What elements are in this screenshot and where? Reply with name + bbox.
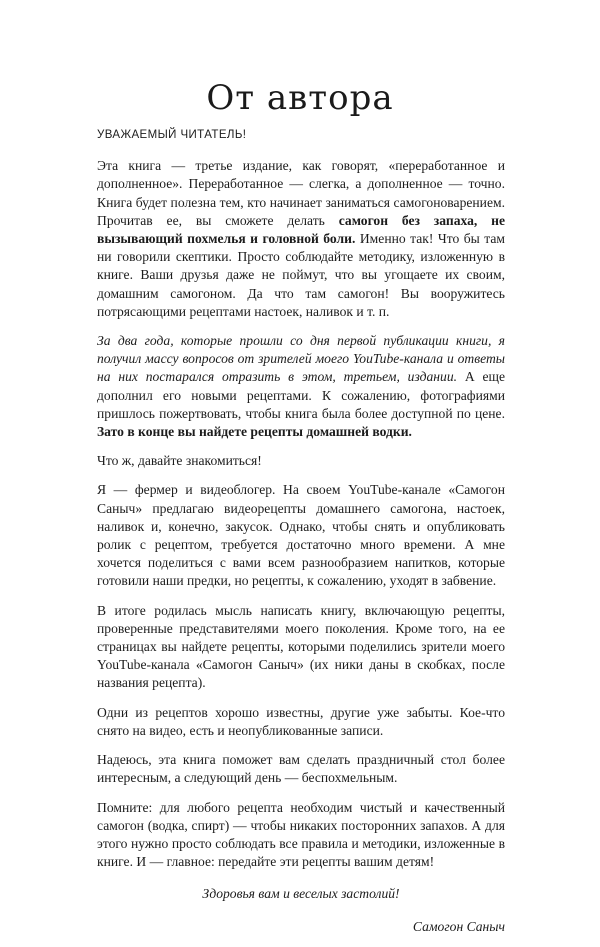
paragraph-edition (97, 332, 505, 441)
paragraph-hope: Надеюсь, эта книга поможет вам сделать праздничный стол более интересным, а следующий день — беспохмельным. (97, 752, 505, 786)
paragraph-intro (97, 157, 505, 321)
intro-bold-claim: самогон без запаха, не вызывающий похмелья и головной боли. (97, 212, 505, 247)
page-body (97, 126, 505, 947)
edition-italic-text: За два года, которые прошли со дня первой публикации книги, я получил массу вопросов от зрителей моего YouTube-канала и ответы на них постарался отразить в этом, третьем, издании. (97, 333, 505, 385)
edition-plain-text: А еще дополнил его новыми рецептами. К сожалению, фотографиями пришлось пожертвовать, чтобы книга была более доступной по цене. (97, 369, 505, 421)
paragraph-greeting: Что ж, давайте знакомиться! (97, 453, 262, 469)
edition-bold-text: Зато в конце вы найдете рецепты домашней водки. (97, 424, 412, 440)
paragraph-about-author: Я — фермер и видеоблогер. На своем YouTube-канале «Самогон Саныч» предлагаю видеорецепты домашнего самогона, настоек, наливок и, конечно, закусок. Однако, чтобы снять и опубликовать ролик с рецептом, требуется достаточно много времени. А мне хочется поделиться с вами всем разнообразием напитков, которые готовили наши предки, но рецепты, к сожалению, уходят в забвение. (97, 482, 505, 589)
author-signature: Самогон Саныч (412, 918, 505, 934)
paragraph-remember: Помните: для любого рецепта необходим чистый и качественный самогон (водка, спирт) — чтобы никаких посторонних запахов. А для этого нужно просто соблюдать все правила и методики, изложенные в книге. И — главное: передайте эти рецепты вашим детям! (97, 799, 505, 870)
intro-text-end: Именно так! Что бы там ни говорили скептики. Просто соблюдайте методику, изложенную в книге. Ваши друзья даже не поймут, что вы угощаете их своим, домашним самогоном. Да что там самогон! Вы вооружитесь потрясающими рецептами настоек, наливок и т. п. (97, 231, 505, 319)
paragraph-idea: В итоге родилась мысль написать книгу, включающую рецепты, проверенные представителями моего поколения. Кроме того, на ее страницах вы найдете рецепты, которыми поделились зрители моего YouTube-канала «Самогон Саныч» (их ники даны в скобках, после названия рецепта). (97, 602, 505, 691)
salutation: УВАЖАЕМЫЙ ЧИТАТЕЛЬ! (97, 129, 247, 141)
paragraph-recipes: Одни из рецептов хорошо известны, другие уже забыты. Кое-что снято на видео, есть и неопубликованные записи. (97, 704, 505, 738)
page-title: От автора (206, 78, 394, 118)
intro-text-start: Эта книга — третье издание, как говорят, «переработанное и дополненное». Переработанное — слегка, а дополненное — точно. Книга будет полезна тем, кто начинает заниматься самогоноварением. Прочитав ее, вы сможете делать (97, 158, 505, 228)
closing-wish: Здоровья вам и веселых застолий! (202, 886, 400, 902)
